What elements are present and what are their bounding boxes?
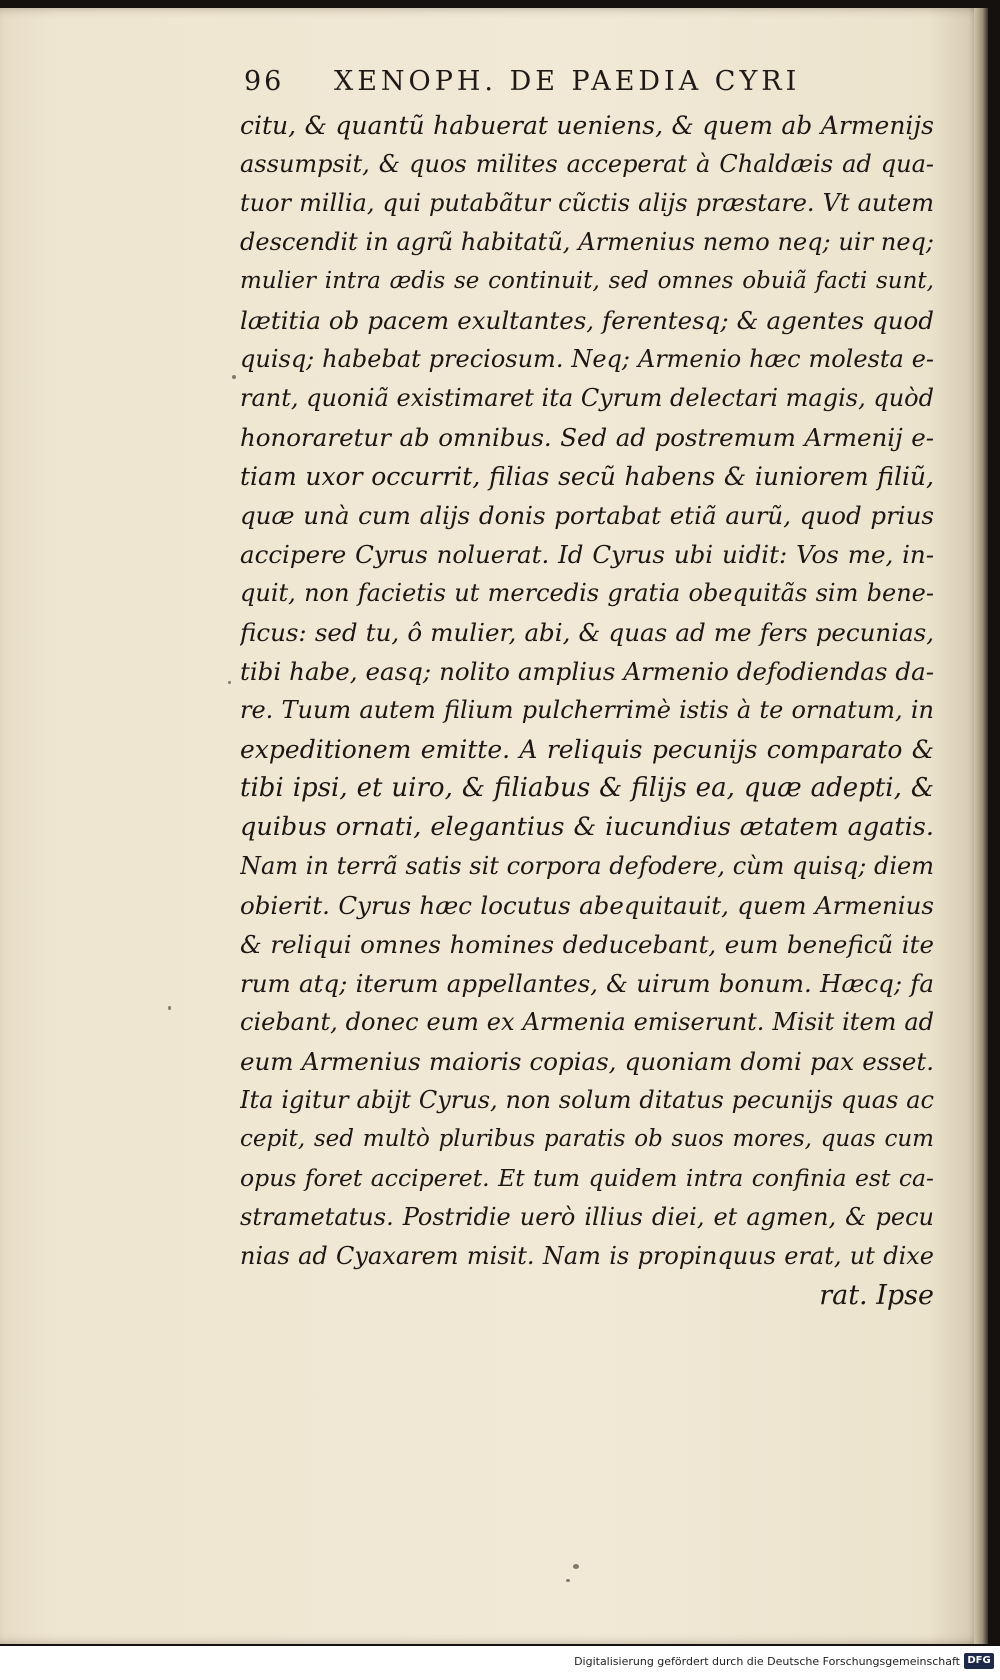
funding-credit: Digitalisierung gefördert durch die Deutsche Forschungsgemeinschaft (574, 1655, 960, 1668)
ink-spot (566, 1579, 570, 1582)
text-line: citu, & quantũ habuerat ueniens, & quem ab Armenijs (240, 111, 934, 140)
text-line: assumpsit, & quos milites acceperat à Chaldæis ad qua- (240, 150, 934, 178)
running-head (244, 66, 884, 102)
text-line: tibi habe, easq; nolito amplius Armenio defodiendas da- (240, 657, 934, 686)
text-line: accipere Cyrus noluerat. Id Cyrus ubi uidit: Vos me, in- (240, 540, 934, 569)
text-line: honoraretur ab omnibus. Sed ad postremum Armenij e- (240, 423, 934, 452)
last-text-line: rat. Ipse (819, 1280, 934, 1311)
text-line: eum Armenius maioris copias, quoniam domi pax esset. (240, 1047, 934, 1076)
running-head-title: XENOPH. DE PAEDIA CYRI (334, 66, 801, 97)
ink-spot (228, 681, 231, 684)
text-line: & reliqui omnes homines deducebant, eum beneficũ ite (240, 930, 934, 959)
text-line: rum atq; iterum appellantes, & uirum bonum. Hæcq; fa (240, 969, 934, 998)
text-line: strametatus. Postridie uerò illius diei, et agmen, & pecu (240, 1203, 934, 1231)
text-line: quæ unà cum alijs donis portabat etiã aurũ, quod prius (240, 501, 934, 530)
ink-spot (573, 1564, 579, 1569)
text-line: mulier intra ædis se continuit, sed omnes obuiã facti sunt, (240, 268, 934, 294)
text-line: lætitia ob pacem exultantes, ferentesq; & agentes quod (240, 306, 934, 335)
text-line: expeditionem emitte. A reliquis pecunijs comparato & (240, 735, 934, 764)
text-line: tibi ipsi, et uiro, & filiabus & filijs ea, quæ adepti, & (240, 773, 934, 803)
ink-spot (168, 1006, 171, 1010)
text-line: quit, non facietis ut mercedis gratia obequitãs sim bene- (240, 579, 934, 607)
page-edge-shadow (974, 8, 988, 1644)
text-line: re. Tuum autem filium pulcherrimè istis à te ornatum, in (240, 696, 934, 724)
text-line: quibus ornati, elegantius & iucundius ætatem agatis. (240, 812, 934, 842)
text-line: tuor millia, qui putabãtur cũctis alijs præstare. Vt autem (240, 189, 934, 217)
text-line: Nam in terrã satis sit corpora defodere, cùm quisq; diem (240, 852, 934, 880)
text-line: ciebant, donec eum ex Armenia emiserunt. Misit item ad (240, 1008, 934, 1036)
text-line: cepit, sed multò pluribus paratis ob suos mores, quas cum (240, 1126, 934, 1152)
text-line: tiam uxor occurrit, filias secũ habens & iuniorem filiũ, (240, 462, 934, 491)
text-line: nias ad Cyaxarem misit. Nam is propinquus erat, ut dixe (240, 1242, 934, 1270)
text-line: rant, quoniã existimaret ita Cyrum delectari magis, quòd (240, 384, 934, 412)
text-line: opus foret acciperet. Et tum quidem intra confinia est ca- (240, 1164, 934, 1192)
digitization-footer (0, 1646, 1000, 1680)
dfg-logo-icon: DFG (964, 1653, 994, 1669)
body-text (240, 106, 934, 1315)
page-number: 96 (244, 66, 285, 97)
text-line: ficus: sed tu, ô mulier, abi, & quas ad me fers pecunias, (240, 618, 934, 647)
text-line: obierit. Cyrus hæc locutus abequitauit, quem Armenius (240, 891, 934, 920)
text-line: Ita igitur abijt Cyrus, non solum ditatus pecunijs quas ac (240, 1086, 934, 1114)
text-line: descendit in agrũ habitatũ, Armenius nemo neq; uir neq; (240, 228, 934, 256)
ink-spot (232, 375, 236, 379)
text-line: quisq; habebat preciosum. Neq; Armenio hæc molesta e- (240, 345, 934, 373)
